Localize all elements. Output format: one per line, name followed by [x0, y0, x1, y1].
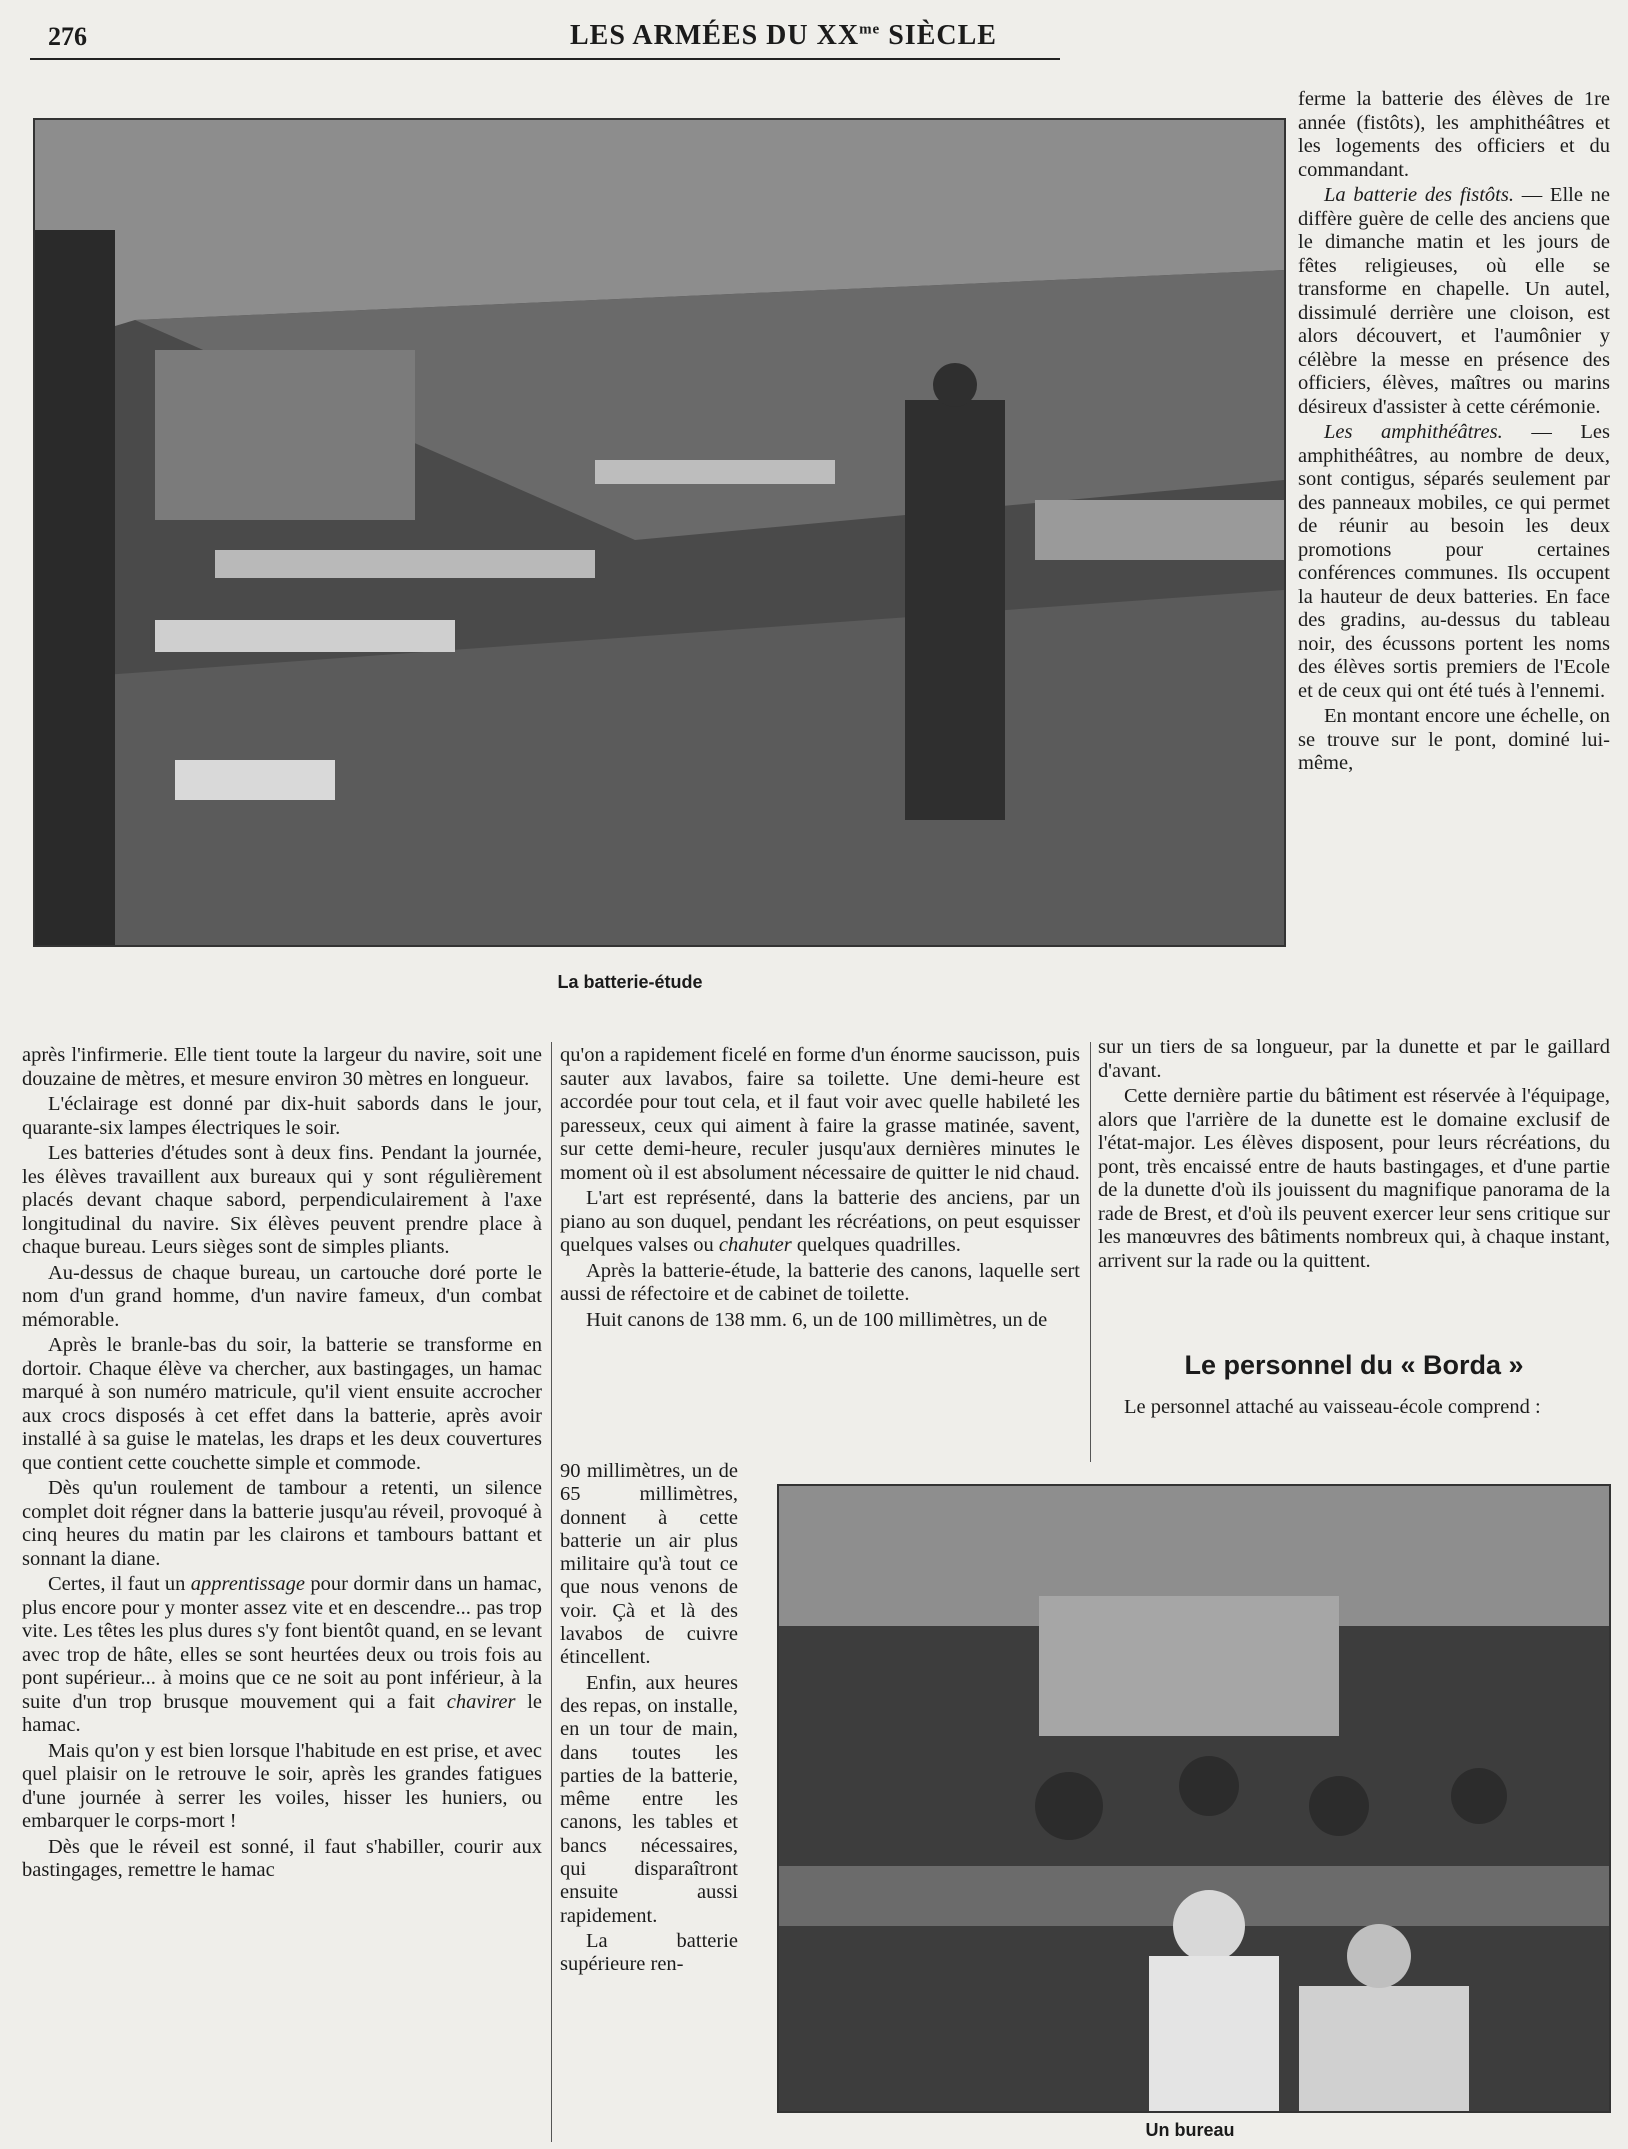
- photo-office: [777, 1484, 1611, 2113]
- section-intro: [1098, 1396, 1610, 1422]
- paragraph: 90 millimètres, un de 65 millimètres, donnent à cette batterie un air plus militaire qu'à tout ce que nous venons de voir. Çà et là des lavabos de cuivre étincellent.: [560, 1460, 738, 1669]
- paragraph-amphi: [1298, 421, 1610, 703]
- study-battery-illustration: [35, 120, 1284, 945]
- paragraph: sur un tiers de sa longueur, par la dunette et par le gaillard d'avant.: [1098, 1036, 1610, 1082]
- paragraph: Dès que le réveil est sonné, il faut s'habiller, courir aux bastingages, remettre le hamac: [22, 1835, 542, 1881]
- paragraph: Au-dessus de chaque bureau, un cartouche doré porte le nom d'un grand homme, d'un navire fameux, d'un combat mémorable.: [22, 1261, 542, 1331]
- column-2: [560, 1044, 1080, 1334]
- paragraph: Après le branle-bas du soir, la batterie se transforme en dortoir. Chaque élève va chercher, aux bastingages, un hamac marqué à son numéro matricule, qu'il vient ensuite accrocher aux crocs disposés à cet effet dans la batterie, après avoir installé à sa guise le matelas, les draps et les deux couvertures que contient cette couchette simple et commode.: [22, 1334, 542, 1474]
- amphi-heading: Les amphithéâtres.: [1324, 421, 1503, 443]
- column-3: [1098, 1036, 1610, 1275]
- paragraph: Mais qu'on y est bien lorsque l'habitude en est prise, et avec quel plaisir on le retrouve le soir, après les grandes fatigues d'une journée à serrer les voiles, hisser les huniers, ou embarquer le corps-mort !: [22, 1739, 542, 1832]
- paragraph: ferme la batterie des élèves de 1re année (fistôts), les amphithéâtres et les logements des officiers et du commandant.: [1298, 88, 1610, 181]
- paragraph: Enfin, aux heures des repas, on installe, en un tour de main, dans toutes les parties de la batterie, même entre les canons, les tables et bancs nécessaires, qui disparaîtront ensuite aussi rapidement.: [560, 1671, 738, 1927]
- text: quelques quadrilles.: [791, 1234, 961, 1256]
- amphi-text: — Les amphithéâtres, au nombre de deux, sont contigus, séparés seulement par des panneaux mobiles, ce qui permet de réunir au besoin les deux promotions pour certaines conférences communes. Ils occupent la hauteur de deux batteries. En face des gradins, au-dessus du tableau noir, des écussons portent les noms des élèves sortis premiers de l'Ecole et de ceux qui ont été tués à l'ennemi.: [1298, 421, 1610, 702]
- column-divider: [551, 1042, 552, 2142]
- emphasis: apprentissage: [190, 1573, 306, 1595]
- paragraph: Huit canons de 138 mm. 6, un de 100 millimètres, un de: [586, 1308, 1048, 1331]
- section-title: Le personnel du « Borda »: [1184, 1350, 1524, 1380]
- paragraph: après l'infirmerie. Elle tient toute la largeur du navire, soit une douzaine de mètres, et mesure environ 30 mètres en longueur.: [22, 1044, 542, 1090]
- paragraph: Après la batterie-étude, la batterie des canons, laquelle sert aussi de réfectoire et de cabinet de toilette.: [560, 1259, 1080, 1305]
- paragraph: Cette dernière partie du bâtiment est réservée à l'équipage, alors que l'arrière de la dunette est le domaine exclusif de l'état-major. Les élèves disposent, pour leurs récréations, du pont, très encaissé entre de hauts bastingages, et d'une partie de la dunette d'où ils jouissent du magnifique panorama de la rade de Brest, et d'où ils peuvent exercer leur sens critique sur les manœuvres des bâtiments nombreux qui, à chaque instant, arrivent sur la rade ou la quittent.: [1098, 1085, 1610, 1272]
- paragraph: [22, 1573, 542, 1738]
- right-column-top: [1298, 88, 1610, 778]
- paragraph: Dès qu'un roulement de tambour a retenti, un silence complet doit régner dans la batterie jusqu'au réveil, provoqué à cinq heures du matin par les clairons et tambours battant et sonnant la diane.: [22, 1477, 542, 1570]
- title-main: LES ARMÉES DU XX: [570, 20, 860, 51]
- emphasis: chahuter: [718, 1234, 792, 1256]
- caption-office: Un bureau: [1145, 2120, 1235, 2140]
- paragraph: L'éclairage est donné par dix-huit sabords dans le jour, quarante-six lampes électriques le soir.: [22, 1093, 542, 1139]
- running-title: [570, 20, 997, 52]
- photo-study-battery: [33, 118, 1286, 947]
- paragraph: [560, 1187, 1080, 1258]
- fistots-text: — Elle ne diffère guère de celle des anciens que le dimanche matin et les jours de fêtes religieuses, où elle se transforme en chapelle. Un autel, dissimulé derrière une cloison, est alors découvert, et l'aumônier y célèbre la messe en présence des officiers, élèves, maîtres ou marins désireux d'assister à cette cérémonie.: [1298, 184, 1610, 418]
- paragraph: Le personnel attaché au vaisseau-école comprend :: [1124, 1396, 1541, 1418]
- fistots-heading: La batterie des fistôts.: [1324, 184, 1514, 206]
- paragraph: qu'on a rapidement ficelé en forme d'un énorme saucisson, puis sauter aux lavabos, faire sa toilette. Une demi-heure est accordée pour tout cela, et il faut voir avec quelle habileté les paresseux, ceux qui aiment à faire la grasse matinée, savent, sur cette demi-heure, reculer jusqu'aux dernières minutes le moment où il est absolument nécessaire de quitter le nid chaud.: [560, 1044, 1080, 1184]
- office-illustration: [779, 1486, 1609, 2111]
- paragraph: La batterie supérieure ren-: [560, 1929, 738, 1976]
- page-number: 276: [48, 22, 87, 51]
- text: Certes, il faut un: [48, 1573, 191, 1595]
- paragraph: Les batteries d'études sont à deux fins. Pendant la journée, les élèves travaillent aux bureaux qui y sont régulièrement placés devant chaque sabord, perpendiculairement à l'axe longitudinal du navire. Six élèves peuvent prendre place à chaque bureau. Leurs sièges sont de simples pliants.: [22, 1142, 542, 1258]
- running-header: [30, 18, 1060, 60]
- emphasis: chavirer: [446, 1690, 516, 1713]
- caption-study-battery: La batterie-étude: [557, 972, 703, 992]
- column-divider: [1090, 1042, 1091, 1462]
- title-end: SIÈCLE: [880, 20, 997, 51]
- column-1: [22, 1044, 542, 1885]
- paragraph: En montant encore une échelle, on se trouve sur le pont, dominé lui-même,: [1298, 705, 1610, 774]
- title-sup: me: [859, 21, 881, 38]
- paragraph-fistots: [1298, 184, 1610, 419]
- text: L'art est représenté, dans la batterie des anciens, par un piano au son duquel, pendant les récréations, on peut esquisser quelques valses ou: [560, 1187, 1080, 1256]
- text: le hamac.: [22, 1690, 542, 1736]
- text: pour dormir dans un hamac, plus encore pour y monter assez vite et en descendre... pas trop vite. Les têtes les plus dures s'y font bientôt quand, en se levant avec trop de hâte, elles se sont heurtées deux ou trois fois au pont supérieur... à moins que ce ne soit au pont inférieur, à la suite d'un trop brusque mouvement qui a fait: [22, 1573, 542, 1713]
- column-2-narrow: [560, 1460, 738, 1979]
